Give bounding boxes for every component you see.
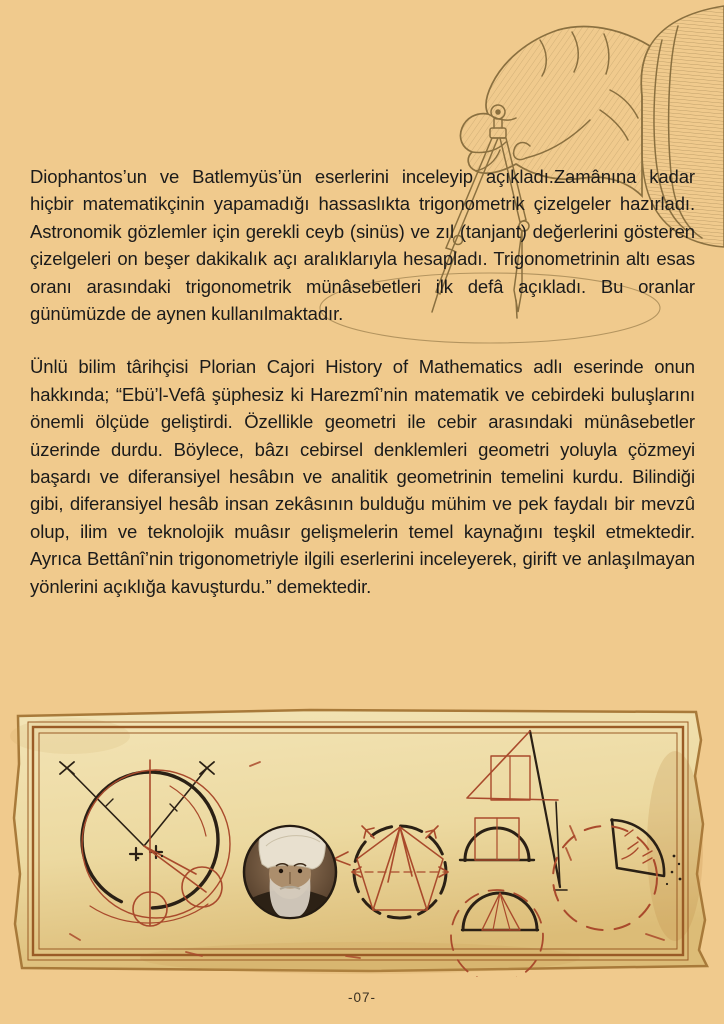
body-text-paragraph-2: Ünlü bilim târihçisi Plorian Cajori History of Mathematics adlı eserinde onun hakkında; “Ebü’l-Vefâ şüphesiz ki Harezmî’nin matematik ve cebirdeki buluşlarını önemli ölçüde geliştirdi. Özellikle geometri ile cebir arasındaki münâsebetler üzerinde durdu. Böylece, bâzı cebirsel denklemleri geometri yoluyla çözmeyi başardı ve diferansiyel hesâbın ve analitik geometrinin temelini kurdu. Bilindiği gibi, diferansiyel hesâb insan zekâsının bulduğu mühim ve pek faydalı bir mevzû olup, ilim ve teknolojik muâsır gelişmelerin temel kaynağını teşkil etmektedir. Ayrıca Bettânî’nin trigonometriyle ilgili eserlerini inceleyerek, girift ve anlaşılmayan yönlerini açıklığa kavuşturdu.” demektedir. — [30, 356, 695, 597]
body-text-paragraph-1: Diophantos’un ve Batlemyüs’ün eserlerini inceleyip açıkladı.Zamânına kadar hiçbir matematikçinin yapamadığı hassaslıkta trigonometrik çizelgeler hazırladı. Astronomik gözlemler için gerekli ceyb (sinüs) ve zıl (tanjant) değerlerini gösteren çizelgeleri on beşer dakikalık açı aralıklarıyla hesapladı. Trigonometrinin altı esas oranı arasındaki trigonometrik münâsebetleri ilk defâ açıkladı. Bu oranlar günümüzde de aynen kullanılmaktadır. — [30, 166, 695, 325]
google-doodle-figure — [10, 706, 714, 977]
doodle-paper — [10, 710, 707, 974]
page-number: -07- — [347, 990, 376, 1005]
article-text — [30, 163, 695, 626]
